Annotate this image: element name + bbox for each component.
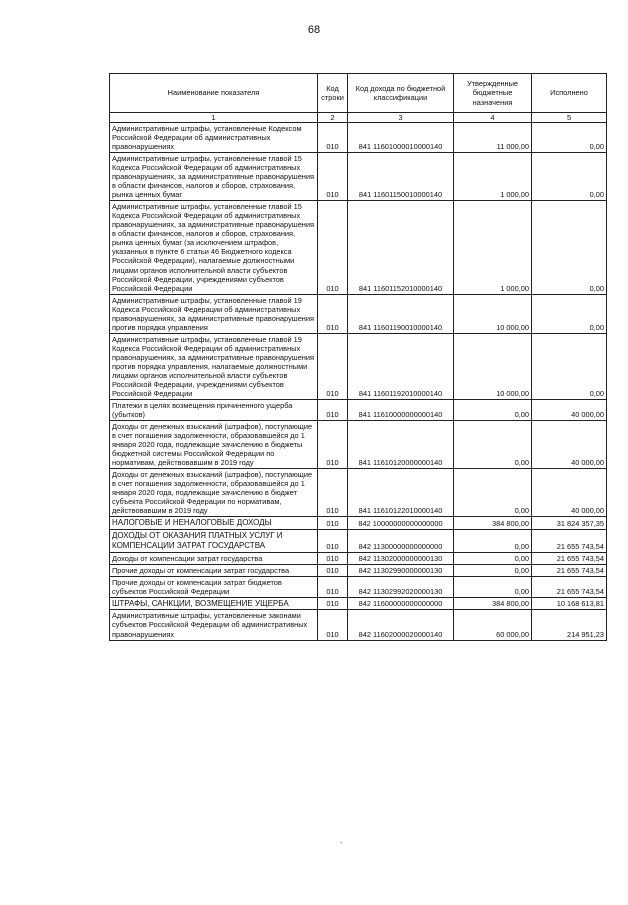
row-budget-classification-code: 841 11610122010000140: [348, 469, 454, 517]
row-indicator-name: Доходы от компенсации затрат государства: [110, 552, 318, 564]
row-line-code: 010: [318, 333, 348, 399]
row-line-code: 010: [318, 153, 348, 201]
header-executed: Исполнено: [532, 74, 607, 113]
table-row: [110, 469, 607, 517]
row-approved-amount: 0,00: [454, 469, 532, 517]
row-budget-classification-code: 842 11302990000000130: [348, 564, 454, 576]
row-line-code: 010: [318, 610, 348, 640]
row-approved-amount: 0,00: [454, 564, 532, 576]
row-executed-amount: 0,00: [532, 153, 607, 201]
header-line-code: Код строки: [318, 74, 348, 113]
row-executed-amount: 21 655 743,54: [532, 564, 607, 576]
row-budget-classification-code: 841 11610000000000140: [348, 399, 454, 420]
table-row: [110, 576, 607, 597]
row-approved-amount: 10 000,00: [454, 333, 532, 399]
row-line-code: 010: [318, 399, 348, 420]
row-budget-classification-code: 841 11601150010000140: [348, 153, 454, 201]
row-budget-classification-code: 841 11601192010000140: [348, 333, 454, 399]
row-indicator-name: Доходы от денежных взысканий (штрафов), поступающие в счет погашения задолженности, образовавшейся до 1 января 2020 года, подлежащие зачислению в бюджет субъекта Российской Федерации по нормативам, действовавшим в 2019 году: [110, 469, 318, 517]
row-budget-classification-code: 842 10000000000000000: [348, 517, 454, 530]
row-indicator-name: Платежи в целях возмещения причиненного ущерба (убытков): [110, 399, 318, 420]
row-approved-amount: 0,00: [454, 399, 532, 420]
table-row: [110, 294, 607, 333]
row-budget-classification-code: 842 11602000020000140: [348, 610, 454, 640]
revenue-execution-table: [109, 73, 607, 641]
row-approved-amount: 0,00: [454, 576, 532, 597]
row-line-code: 010: [318, 552, 348, 564]
row-approved-amount: 1 000,00: [454, 201, 532, 294]
row-indicator-name: Прочие доходы от компенсации затрат государства: [110, 564, 318, 576]
column-number: 2: [318, 113, 348, 123]
table-row: [110, 564, 607, 576]
row-executed-amount: 10 168 613,81: [532, 597, 607, 610]
row-indicator-name: Административные штрафы, установленные главой 15 Кодекса Российской Федерации об административных правонарушениях, за административные правонарушения в области финансов, налогов и сборов, страхования, рынка ценных бумаг (за исключением штрафов, указанных в пункте 6 статьи 46 Бюджетного кодекса Российской Федерации), налагаемые должностными лицами органов исполнительной власти субъектов Российской Федерации, учреждениями субъектов Российской Федерации: [110, 201, 318, 294]
row-line-code: 010: [318, 201, 348, 294]
row-approved-amount: 0,00: [454, 421, 532, 469]
row-line-code: 010: [318, 576, 348, 597]
column-number: 4: [454, 113, 532, 123]
row-indicator-name: НАЛОГОВЫЕ И НЕНАЛОГОВЫЕ ДОХОДЫ: [110, 517, 318, 530]
header-approved-appropriations: Утвержденные бюджетные назначения: [454, 74, 532, 113]
row-budget-classification-code: 841 11610120000000140: [348, 421, 454, 469]
row-line-code: 010: [318, 294, 348, 333]
table-body: [110, 123, 607, 641]
row-executed-amount: 40 000,00: [532, 399, 607, 420]
row-line-code: 010: [318, 530, 348, 553]
row-budget-classification-code: 841 11601000010000140: [348, 123, 454, 153]
table-row: [110, 597, 607, 610]
row-line-code: 010: [318, 469, 348, 517]
table-row: [110, 123, 607, 153]
row-budget-classification-code: 842 11302992020000130: [348, 576, 454, 597]
row-indicator-name: Административные штрафы, установленные главой 19 Кодекса Российской Федерации об административных правонарушениях, за административные правонарушения против порядка управления: [110, 294, 318, 333]
row-indicator-name: Доходы от денежных взысканий (штрафов), поступающие в счет погашения задолженности, образовавшейся до 1 января 2020 года, подлежащие зачислению в бюджеты бюджетной системы Российской Федерации по нормативам, действовавшим в 2019 году: [110, 421, 318, 469]
header-budget-classification-code: Код дохода по бюджетной классификации: [348, 74, 454, 113]
table-row: [110, 399, 607, 420]
row-budget-classification-code: 842 11600000000000000: [348, 597, 454, 610]
row-executed-amount: 21 655 743,54: [532, 530, 607, 553]
row-executed-amount: 0,00: [532, 333, 607, 399]
row-approved-amount: 0,00: [454, 552, 532, 564]
row-executed-amount: 40 000,00: [532, 421, 607, 469]
row-approved-amount: 384 800,00: [454, 517, 532, 530]
row-indicator-name: Прочие доходы от компенсации затрат бюджетов субъектов Российской Федерации: [110, 576, 318, 597]
row-indicator-name: Административные штрафы, установленные главой 15 Кодекса Российской Федерации об административных правонарушениях, за административные правонарушения в области финансов, налогов и сборов, страхования, рынка ценных бумаг: [110, 153, 318, 201]
row-line-code: 010: [318, 123, 348, 153]
row-executed-amount: 31 824 357,35: [532, 517, 607, 530]
table-row: [110, 552, 607, 564]
table-row: [110, 610, 607, 640]
row-budget-classification-code: 842 11302000000000130: [348, 552, 454, 564]
row-line-code: 010: [318, 421, 348, 469]
row-line-code: 010: [318, 564, 348, 576]
row-approved-amount: 60 000,00: [454, 610, 532, 640]
row-executed-amount: 21 655 743,54: [532, 552, 607, 564]
row-indicator-name: Административные штрафы, установленные законами субъектов Российской Федерации об административных правонарушениях: [110, 610, 318, 640]
row-budget-classification-code: 842 11300000000000000: [348, 530, 454, 553]
row-indicator-name: Административные штрафы, установленные Кодексом Российской Федерации об административных правонарушениях: [110, 123, 318, 153]
row-indicator-name: ШТРАФЫ, САНКЦИИ, ВОЗМЕЩЕНИЕ УЩЕРБА: [110, 597, 318, 610]
row-executed-amount: 0,00: [532, 294, 607, 333]
row-approved-amount: 11 000,00: [454, 123, 532, 153]
row-line-code: 010: [318, 517, 348, 530]
row-budget-classification-code: 841 11601190010000140: [348, 294, 454, 333]
row-executed-amount: 40 000,00: [532, 469, 607, 517]
header-indicator-name: Наименование показателя: [110, 74, 318, 113]
column-numbers-row: [110, 113, 607, 123]
table-row: [110, 201, 607, 294]
row-approved-amount: 384 800,00: [454, 597, 532, 610]
row-executed-amount: 21 655 743,54: [532, 576, 607, 597]
table-row: [110, 530, 607, 553]
table-row: [110, 517, 607, 530]
row-approved-amount: 1 000,00: [454, 153, 532, 201]
table-row: [110, 153, 607, 201]
scan-speck: -: [340, 838, 343, 847]
row-budget-classification-code: 841 11601152010000140: [348, 201, 454, 294]
row-executed-amount: 0,00: [532, 123, 607, 153]
row-executed-amount: 214 951,23: [532, 610, 607, 640]
row-line-code: 010: [318, 597, 348, 610]
table-row: [110, 421, 607, 469]
row-indicator-name: Административные штрафы, установленные главой 19 Кодекса Российской Федерации об административных правонарушениях, за административные правонарушения против порядка управления, налагаемые должностными лицами органов исполнительной власти субъектов Российской Федерации, учреждениями субъектов Российской Федерации: [110, 333, 318, 399]
row-approved-amount: 0,00: [454, 530, 532, 553]
table-row: [110, 333, 607, 399]
row-approved-amount: 10 000,00: [454, 294, 532, 333]
row-executed-amount: 0,00: [532, 201, 607, 294]
table-header-row: [110, 74, 607, 113]
row-indicator-name: ДОХОДЫ ОТ ОКАЗАНИЯ ПЛАТНЫХ УСЛУГ И КОМПЕНСАЦИИ ЗАТРАТ ГОСУДАРСТВА: [110, 530, 318, 553]
column-number: 5: [532, 113, 607, 123]
column-number: 1: [110, 113, 318, 123]
column-number: 3: [348, 113, 454, 123]
page-number: 68: [307, 24, 321, 36]
